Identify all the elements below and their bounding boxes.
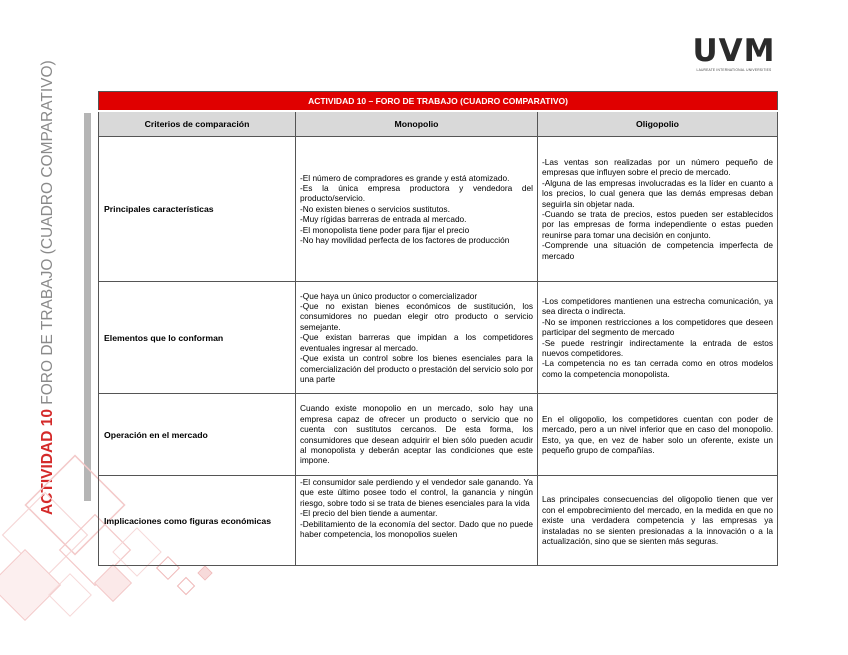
table-header-row	[99, 111, 778, 137]
cell-line: -Las ventas son realizadas por un número pequeño de empresas que influyen sobre el precio de mercado.	[542, 156, 774, 178]
cell-line: -Que exista un control sobre los bienes esenciales para la comercialización del producto o prestación del servicio solo por una parte	[300, 353, 533, 384]
logo-wordmark: UVM	[692, 33, 776, 69]
cell-line: -Cuando se trata de precios, estos pueden ser establecidos por las empresas de forma independiente o estas pueden reunirse para tomar una decisión en conjunto.	[542, 209, 774, 240]
cell-line: -Que existan barreras que impidan a los competidores eventuales ingresar al mercado.	[300, 332, 533, 353]
cell-line: -El monopolista tiene poder para fijar el precio	[300, 224, 470, 235]
monopolio-cell	[296, 394, 538, 476]
cell-line: -Que no existan bienes económicos de sustitución, los consumidores no puedan elegir otro producto o servicio semejante.	[300, 301, 533, 332]
table-title: ACTIVIDAD 10 – FORO DE TRABAJO (CUADRO COMPARATIVO)	[99, 92, 778, 112]
cell-line: -No hay movilidad perfecta de los factores de producción	[300, 235, 510, 246]
oligopolio-cell	[538, 394, 778, 476]
cell-line: -Que haya un único productor o comercializador	[300, 290, 478, 301]
header-criterios: Criterios de comparación	[99, 111, 296, 137]
cell-line: -El número de compradores es grande y está atomizado.	[300, 172, 510, 183]
cell-line: -Es la única empresa productora y vendedora del producto/servicio.	[300, 182, 533, 204]
uvm-logo	[688, 33, 780, 72]
cell-line: -Se puede restringir indirectamente la entrada de estos nuevos competidores.	[542, 337, 774, 358]
cell-line: Las principales consecuencias del oligopolio tienen que ver con el empobrecimiento del mercado, en la medida en que no existe una verdadera competencia y las empresas ya instaladas no se sienten presionadas a la innovación o a la actualización, sino que se sienten más seguras.	[542, 494, 774, 547]
table-row	[99, 282, 778, 394]
oligopolio-cell	[538, 137, 778, 282]
cell-line: En el oligopolio, los competidores cuentan con poder de mercado, pero a un nivel inferior que en caso del monopolio. Esto, ya que, en vez de haber solo un oferente, existe un pequeño grupo de compañías.	[542, 413, 774, 455]
cell-line: Cuando existe monopolio en un mercado, solo hay una empresa capaz de ofrecer un producto o servicio que no cuenta con sustitutos cercanos. De esta forma, los consumidores que desean adquirir el bien sólo pueden acudir al monopolista y deberán aceptar las condiciones que este impone.	[300, 403, 533, 466]
cell-line: -Comprende una situación de competencia imperfecta de mercado	[542, 240, 774, 261]
cell-line: -Los competidores mantienen una estrecha comunicación, ya sea directa o indirecta.	[542, 295, 774, 317]
monopolio-cell	[296, 282, 538, 394]
logo-tagline: LAUREATE INTERNATIONAL UNIVERSITIES	[696, 68, 772, 72]
oligopolio-cell	[538, 476, 778, 566]
header-monopolio: Monopolio	[296, 111, 538, 137]
comparison-table	[98, 91, 778, 566]
cell-line: -La competencia no es tan cerrada como en otros modelos como la competencia monopolista.	[542, 358, 774, 379]
criterion-cell: Operación en el mercado	[99, 394, 296, 476]
table-title-row	[99, 92, 778, 112]
cell-line: -No existen bienes o servicios sustitutos.	[300, 203, 450, 214]
cell-line: -Muy rígidas barreras de entrada al mercado.	[300, 214, 467, 225]
side-title-highlight: ACTIVIDAD 10	[39, 409, 56, 515]
side-title-rest: FORO DE TRABAJO (CUADRO COMPARATIVO)	[39, 60, 56, 405]
table-row	[99, 476, 778, 566]
table-row	[99, 394, 778, 476]
monopolio-cell	[296, 137, 538, 282]
oligopolio-cell	[538, 282, 778, 394]
cell-line: -Debilitamiento de la economía del sector. Dado que no puede haber competencia, los monopolios suelen	[300, 518, 533, 540]
criterion-cell: Implicaciones como figuras económicas	[99, 476, 296, 566]
criterion-cell: Elementos que lo conforman	[99, 282, 296, 394]
header-oligopolio: Oligopolio	[538, 111, 778, 137]
cell-line: -El precio del bien tiende a aumentar.	[300, 508, 438, 519]
table-row	[99, 137, 778, 282]
cell-line: -El consumidor sale perdiendo y el vendedor sale ganando. Ya que este último posee todo el control, la ganancia y ningún riesgo, sobre todo si se trata de bienes esenciales para la vida	[300, 477, 533, 508]
cell-line: -Alguna de las empresas involucradas es la líder en cuanto a los precios, lo cual genera que las demás empresas deban seguirla sin objetar nada.	[542, 177, 774, 209]
monopolio-cell	[296, 476, 538, 566]
cell-line: -No se imponen restricciones a los competidores que deseen participar del segmento de mercado	[542, 316, 774, 338]
criterion-cell: Principales características	[99, 137, 296, 282]
